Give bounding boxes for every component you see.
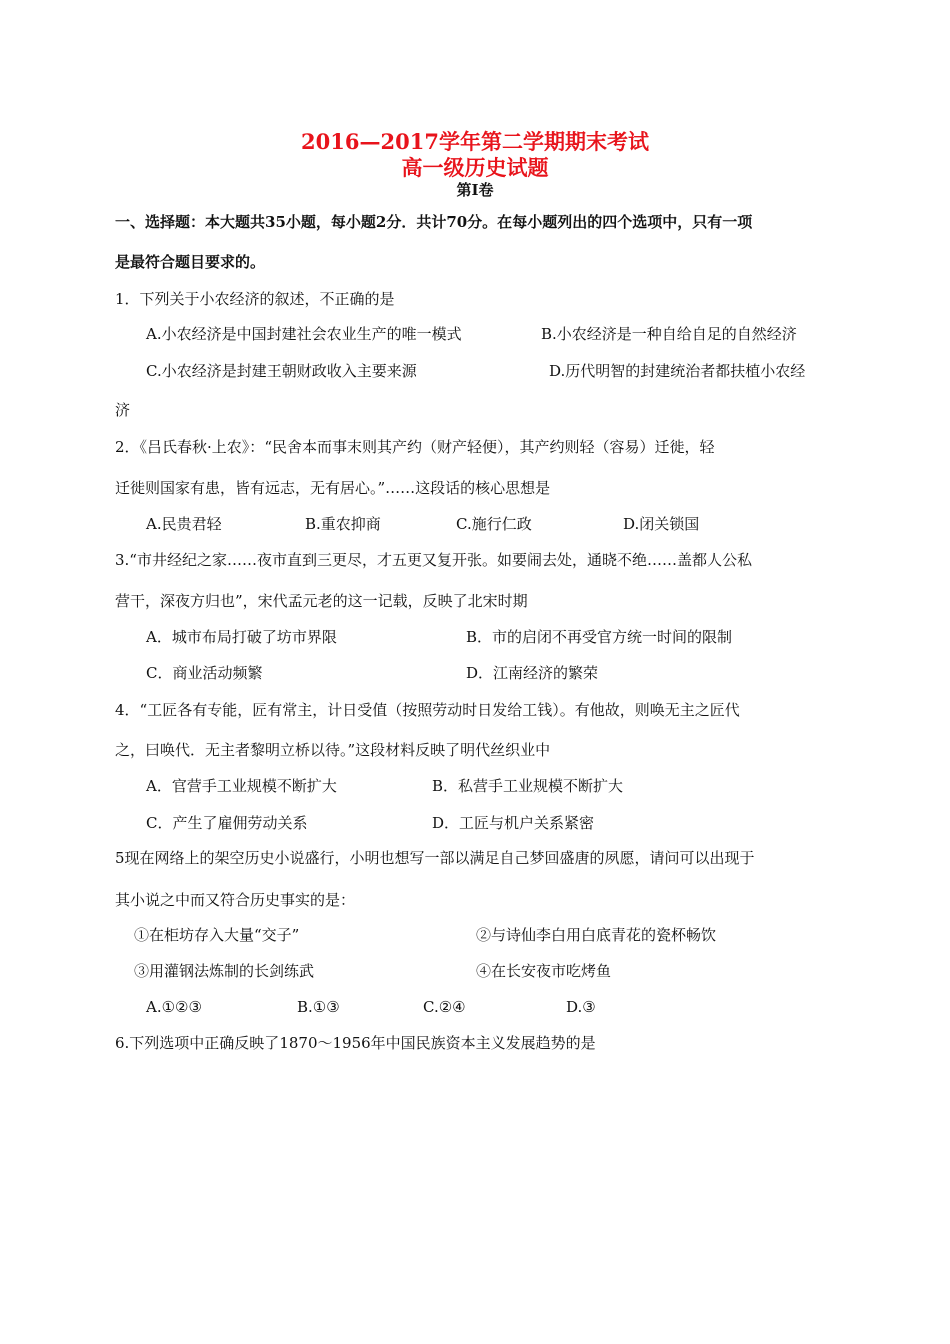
q4-stem-line2: 之，曰唤代．无主者黎明立桥以待。”这段材料反映了明代丝织业中 xyxy=(115,741,551,759)
q5-item-4: ④在长安夜市吃烤鱼 xyxy=(476,962,612,980)
q1-option-c: C.小农经济是封建王朝财政收入主要来源 xyxy=(146,362,417,380)
q2-option-b: B.重农抑商 xyxy=(305,515,381,533)
q4-option-a: A．官营手工业规模不断扩大 xyxy=(146,777,337,795)
q1-stem: 1．下列关于小农经济的叙述，不正确的是 xyxy=(115,290,395,308)
q2-option-a: A.民贵君轻 xyxy=(146,515,222,533)
q5-option-a: A.①②③ xyxy=(146,998,202,1016)
section-instructions-line1: 一、选择题：本大题共35小题，每小题2分．共计70分。在每小题列出的四个选项中，只有一项 xyxy=(115,213,753,231)
q5-item-2: ②与诗仙李白用白底青花的瓷杯畅饮 xyxy=(476,926,717,944)
q3-stem-line1: 3.“市井经纪之家……夜市直到三更尽，才五更又复开张。如要闹去处，通晓不绝……盖都人公私 xyxy=(115,551,752,569)
q1-option-b: B.小农经济是一种自给自足的自然经济 xyxy=(541,325,797,343)
q5-option-b: B.①③ xyxy=(297,998,340,1016)
q3-option-b: B．市的启闭不再受官方统一时间的限制 xyxy=(466,628,733,646)
q5-stem-line1: 5现在网络上的架空历史小说盛行，小明也想写一部以满足自己梦回盛唐的夙愿，请问可以出现于 xyxy=(115,849,755,867)
q2-stem-line1: 2．《吕氏春秋·上农》：“民舍本而事末则其产约（财产轻便），其产约则轻（容易）迁徙，轻 xyxy=(115,438,715,456)
q5-item-3: ③用灌钢法炼制的长剑练武 xyxy=(134,962,315,980)
q5-option-d: D.③ xyxy=(566,998,596,1016)
q4-option-d: D．工匠与机户关系紧密 xyxy=(432,814,595,832)
q2-option-c: C.施行仁政 xyxy=(456,515,532,533)
q2-stem-line2: 迁徙则国家有患，皆有远志，无有居心。”……这段话的核心思想是 xyxy=(115,479,551,497)
q1-option-a: A.小农经济是中国封建社会农业生产的唯一模式 xyxy=(146,325,462,343)
q5-item-1: ①在柜坊存入大量“交子” xyxy=(134,926,300,944)
q5-stem-line2: 其小说之中而又符合历史事实的是： xyxy=(115,891,356,909)
q3-option-c: C．商业活动频繁 xyxy=(146,664,263,682)
q4-option-b: B．私营手工业规模不断扩大 xyxy=(432,777,624,795)
exam-title: 2016—2017学年第二学期期末考试 xyxy=(301,129,649,154)
q1-option-d: D.历代明智的封建统治者都扶植小农经 xyxy=(549,362,806,380)
q3-stem-line2: 营干，深夜方归也”，宋代孟元老的这一记载，反映了北宋时期 xyxy=(115,592,528,610)
q6-stem: 6.下列选项中正确反映了1870～1956年中国民族资本主义发展趋势的是 xyxy=(115,1034,596,1052)
q3-option-a: A．城市布局打破了坊市界限 xyxy=(146,628,337,646)
volume-label: 第Ⅰ卷 xyxy=(456,181,494,199)
q4-stem-line1: 4．“工匠各有专能，匠有常主，计日受值（按照劳动时日发给工钱）。有他故，则唤无主之匠代 xyxy=(115,701,740,719)
q4-option-c: C．产生了雇佣劳动关系 xyxy=(146,814,308,832)
q3-option-d: D．江南经济的繁荣 xyxy=(466,664,599,682)
q5-option-c: C.②④ xyxy=(423,998,466,1016)
exam-subtitle: 高一级历史试题 xyxy=(401,155,549,180)
q2-option-d: D.闭关锁国 xyxy=(623,515,700,533)
section-instructions-line2: 是最符合题目要求的。 xyxy=(115,253,266,271)
q1-option-d-wrap: 济 xyxy=(115,401,131,419)
